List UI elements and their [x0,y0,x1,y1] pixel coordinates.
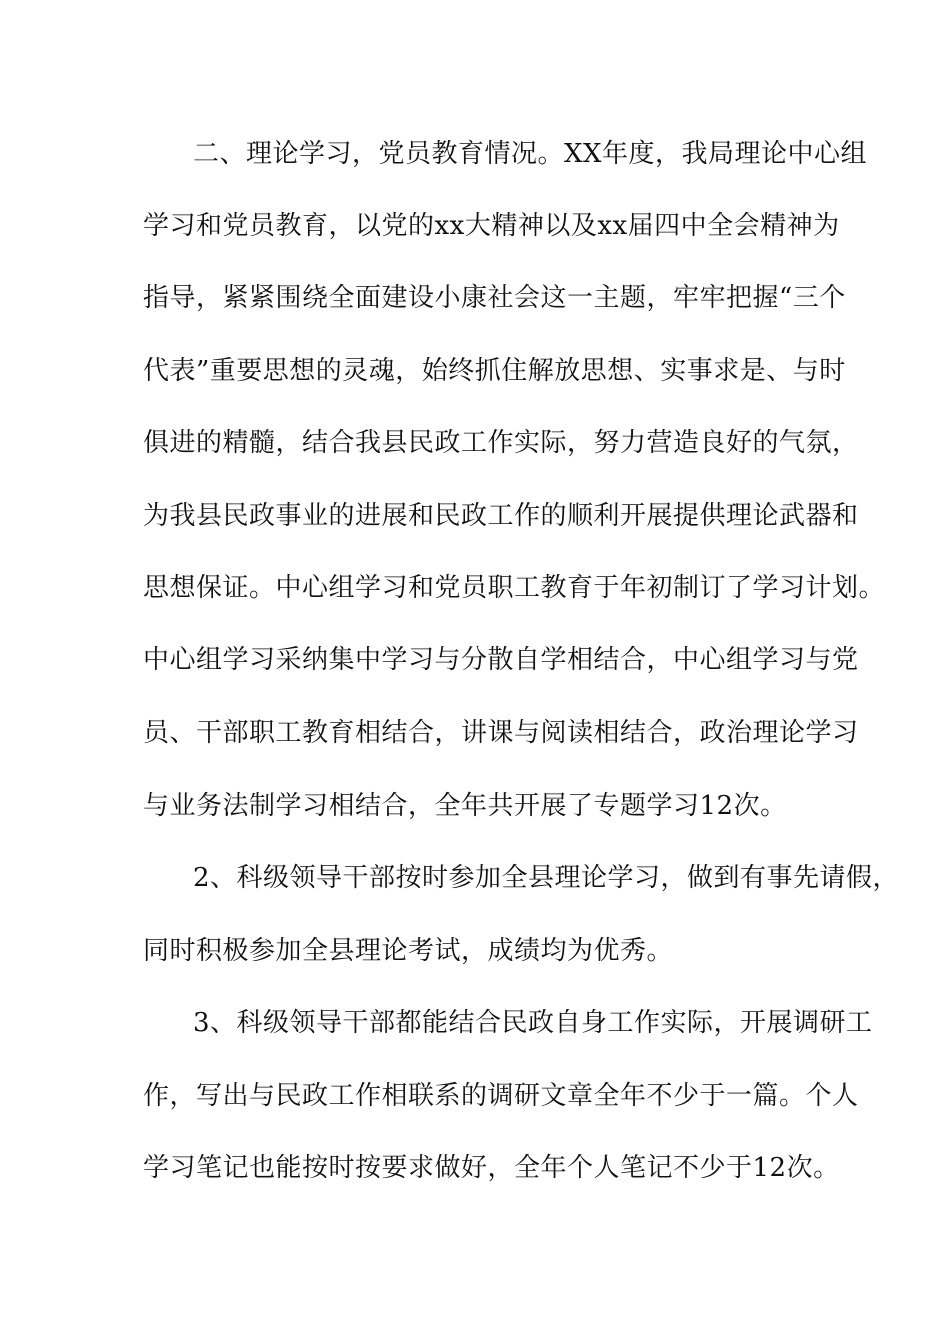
paragraph-3-line-1: 3、科级领导干部都能结合民政自身工作实际，开展调研工 [193,1008,873,1038]
paragraph-1-line-2: 学习和党员教育，以党的xx大精神以及xx届四中全会精神为 [143,211,840,241]
paragraph-1-line-3: 指导，紧紧围绕全面建设小康社会这一主题，牢牢把握“三个 [143,283,846,313]
paragraph-1-line-6: 为我县民政事业的进展和民政工作的顺利开展提供理论武器和 [143,501,859,531]
paragraph-1-line-10: 与业务法制学习相结合，全年共开展了专题学习12次。 [143,791,787,821]
paragraph-1-line-7: 思想保证。中心组学习和党员职工教育于年初制订了学习计划。 [143,573,886,603]
paragraph-3-line-3: 学习笔记也能按时按要求做好，全年个人笔记不少于12次。 [143,1153,840,1183]
paragraph-3-line-2: 作，写出与民政工作相联系的调研文章全年不少于一篇。个人 [143,1081,859,1111]
paragraph-1-line-8: 中心组学习采纳集中学习与分散自学相结合，中心组学习与党 [143,645,859,675]
paragraph-1-line-9: 员、干部职工教育相结合，讲课与阅读相结合，政治理论学习 [143,718,859,748]
paragraph-1-line-1: 二、理论学习，党员教育情况。XX年度，我局理论中心组 [193,139,868,169]
paragraph-2-line-1: 2、科级领导干部按时参加全县理论学习，做到有事先请假， [193,863,900,893]
paragraph-1-line-4: 代表”重要思想的灵魂，始终抓住解放思想、实事求是、与时 [143,356,846,386]
paragraph-2-line-2: 同时积极参加全县理论考试，成绩均为优秀。 [143,936,674,966]
paragraph-1-line-5: 俱进的精髓，结合我县民政工作实际，努力营造良好的气氛， [143,428,859,458]
